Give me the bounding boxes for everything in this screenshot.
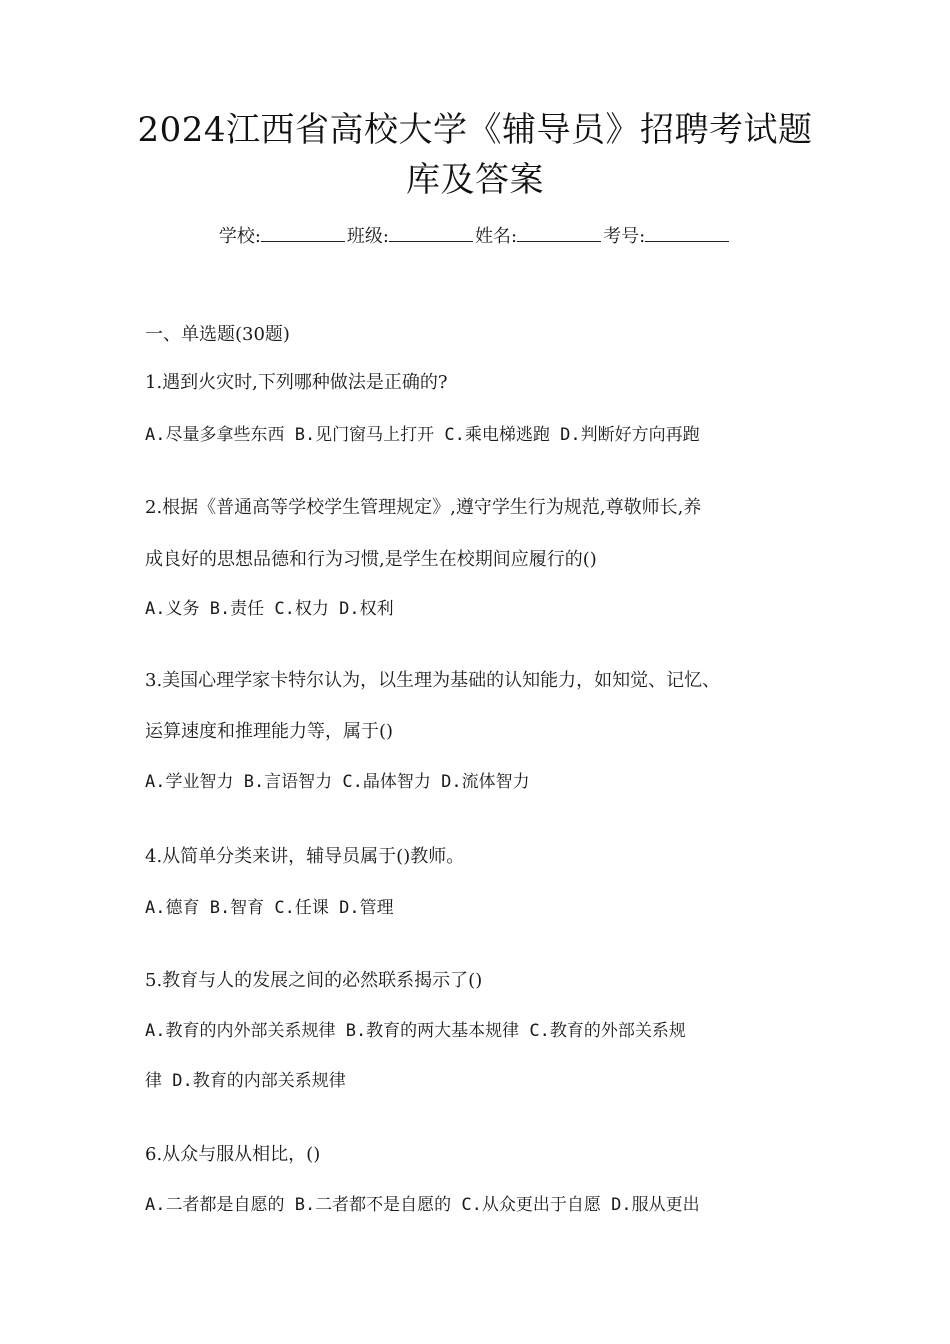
exam-no-blank (645, 223, 729, 242)
name-label: 姓名: (475, 226, 518, 247)
class-blank (389, 223, 473, 242)
exam-no-label: 考号: (603, 226, 646, 247)
student-info-fields (0, 222, 950, 252)
question-3-stem-line-2: 运算速度和推理能力等，属于() (145, 721, 394, 742)
question-5-options-line-1: A.教育的内外部关系规律 B.教育的两大基本规律 C.教育的外部关系规 (145, 1021, 686, 1041)
question-3-stem-line-1: 3.美国心理学家卡特尔认为，以生理为基础的认知能力，如知觉、记忆、 (145, 670, 721, 691)
question-4-stem: 4.从简单分类来讲，辅导员属于()教师。 (145, 846, 465, 867)
school-blank (261, 223, 345, 242)
question-1-stem: 1.遇到火灾时,下列哪种做法是正确的? (145, 372, 448, 393)
school-field (219, 222, 347, 252)
section-heading: 一、单选题(30题) (145, 324, 290, 345)
question-2-stem-line-2: 成良好的思想品德和行为习惯,是学生在校期间应履行的() (145, 549, 597, 570)
school-label: 学校: (218, 226, 261, 247)
exam-no-field (603, 222, 731, 252)
name-field (475, 222, 603, 252)
name-blank (517, 223, 601, 242)
question-5-stem: 5.教育与人的发展之间的必然联系揭示了() (145, 970, 483, 991)
question-4-options: A.德育 B.智育 C.任课 D.管理 (145, 898, 394, 918)
question-2-stem-line-1: 2.根据《普通高等学校学生管理规定》,遵守学生行为规范,尊敬师长,养 (145, 497, 702, 518)
document-title-line-2: 库及答案 (406, 160, 544, 200)
question-3-options: A.学业智力 B.言语智力 C.晶体智力 D.流体智力 (145, 772, 530, 792)
question-6-options: A.二者都是自愿的 B.二者都不是自愿的 C.从众更出于自愿 D.服从更出 (145, 1195, 700, 1215)
question-5-options-line-2: 律 D.教育的内部关系规律 (145, 1071, 346, 1091)
question-6-stem: 6.从众与服从相比，() (145, 1144, 321, 1165)
question-1-options: A.尽量多拿些东西 B.见门窗马上打开 C.乘电梯逃跑 D.判断好方向再跑 (145, 425, 700, 445)
document-title-line-1: 2024江西省高校大学《辅导员》招聘考试题 (137, 110, 813, 150)
question-2-options: A.义务 B.责任 C.权力 D.权利 (145, 599, 394, 619)
class-label: 班级: (346, 226, 389, 247)
class-field (347, 222, 475, 252)
